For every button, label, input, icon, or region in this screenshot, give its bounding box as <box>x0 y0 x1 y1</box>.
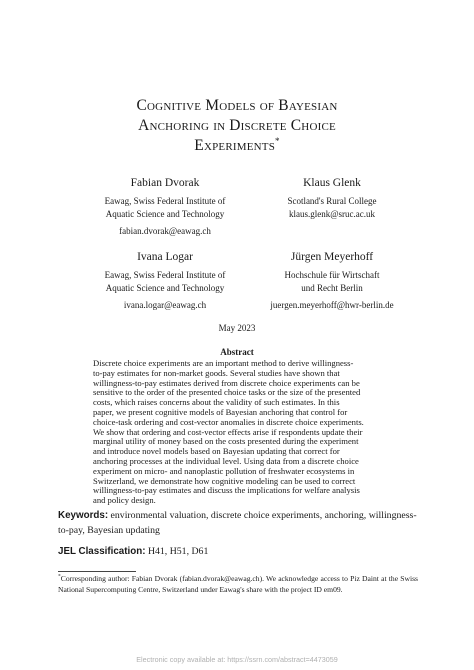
abstract-line: to-pay estimates for non-market goods. Several studies have shown that <box>93 367 340 378</box>
abstract-line: willingness-to-pay estimates derived from discrete choice experiments can be <box>93 377 360 388</box>
abstract-line: anchoring processes at the individual level. Using data from a discrete choice <box>93 455 359 466</box>
footnote-marker: * <box>58 573 61 580</box>
title-line-2: Anchoring in Discrete Choice <box>138 117 336 134</box>
author-email[interactable]: fabian.dvorak@eawag.ch <box>119 226 211 236</box>
author-name: Ivana Logar <box>137 251 193 263</box>
author-affiliation <box>252 269 412 295</box>
footnote-text: Corresponding author: Fabian Dvorak (fabian.dvorak@eawag.ch). We acknowledge access to Piz Daint at the Swiss National Supercomputing Centre, Switzerland under Eawag's share with the project ID em09. <box>58 574 418 594</box>
abstract-line: choice-task ordering and cost-vector anomalies in discrete choice experiments. <box>93 416 364 427</box>
author-email[interactable]: ivana.logar@eawag.ch <box>123 300 207 310</box>
author-block-4 <box>252 250 412 312</box>
keywords-section <box>58 508 418 538</box>
title-footnote-marker: * <box>275 135 280 146</box>
author-block-2 <box>262 176 402 221</box>
abstract-line: sensitive to the order of the presented choice tasks or the size of the presented <box>93 387 361 398</box>
abstract-line: and policy design. <box>93 495 156 506</box>
abstract-line: and introduce novel models based on Bayesian updating that correct for <box>93 446 340 457</box>
author-block-1 <box>95 176 235 238</box>
abstract-line: We show that ordering and cost-vector effects arise if respondents update their <box>93 426 363 437</box>
author-block-3 <box>95 250 235 312</box>
author-affiliation <box>262 195 402 208</box>
jel-classification <box>58 546 418 557</box>
title-line-3-text: Experiments <box>194 137 276 154</box>
paper-date: May 2023 <box>218 323 256 333</box>
author-affiliation <box>95 269 235 295</box>
affiliation-line-2: und Recht Berlin <box>301 283 363 293</box>
abstract-body <box>93 359 383 506</box>
footnote-rule <box>58 571 136 572</box>
abstract-heading: Abstract <box>220 347 254 357</box>
jel-codes: H41, H51, D61 <box>147 546 209 557</box>
paper-title <box>60 96 414 156</box>
abstract-line: Switzerland, we demonstrate how cognitive modeling can be used to correct <box>93 475 356 486</box>
jel-label: JEL Classification: <box>58 546 146 557</box>
footnote <box>58 574 418 595</box>
abstract-line: willingness-to-pay estimates and discuss the implications for welfare analysis <box>93 485 360 496</box>
ssrn-watermark[interactable]: Electronic copy available at: https://ssrn.com/abstract=4473059 <box>136 655 338 664</box>
abstract-line: experiment on micro- and nanoplastic pollution of freshwater ecosystems in <box>93 465 355 476</box>
affiliation-line-2: Aquatic Science and Technology <box>105 209 225 219</box>
abstract-line: costs, which raises concerns about the validity of such estimates. In this <box>93 397 340 408</box>
author-email[interactable]: juergen.meyerhoff@hwr-berlin.de <box>270 300 394 310</box>
affiliation-line-1: Eawag, Swiss Federal Institute of <box>104 270 226 280</box>
affiliation-line-1: Hochschule für Wirtschaft <box>284 270 380 280</box>
abstract-line: paper, we present cognitive models of Bayesian anchoring that control for <box>93 406 348 417</box>
title-line-3 <box>60 136 414 156</box>
affiliation-line-1: Eawag, Swiss Federal Institute of <box>104 196 226 206</box>
title-line-1: Cognitive Models of Bayesian <box>136 97 338 114</box>
author-email[interactable]: klaus.glenk@sruc.ac.uk <box>288 209 375 219</box>
keywords-label: Keywords: <box>58 510 109 521</box>
author-affiliation <box>95 195 235 221</box>
author-name: Klaus Glenk <box>303 177 361 189</box>
author-name: Fabian Dvorak <box>130 177 200 189</box>
keywords-text: environmental valuation, discrete choice experiments, anchoring, willingness-to-pay, Bayesian updating <box>58 510 417 536</box>
author-name: Jürgen Meyerhoff <box>290 251 374 263</box>
abstract-line: Discrete choice experiments are an important method to derive willingness- <box>93 358 354 368</box>
abstract-line: marginal utility of money based on the costs presented during the experiment <box>93 436 359 447</box>
affiliation-line-1: Scotland's Rural College <box>287 196 377 206</box>
affiliation-line-2: Aquatic Science and Technology <box>105 283 225 293</box>
